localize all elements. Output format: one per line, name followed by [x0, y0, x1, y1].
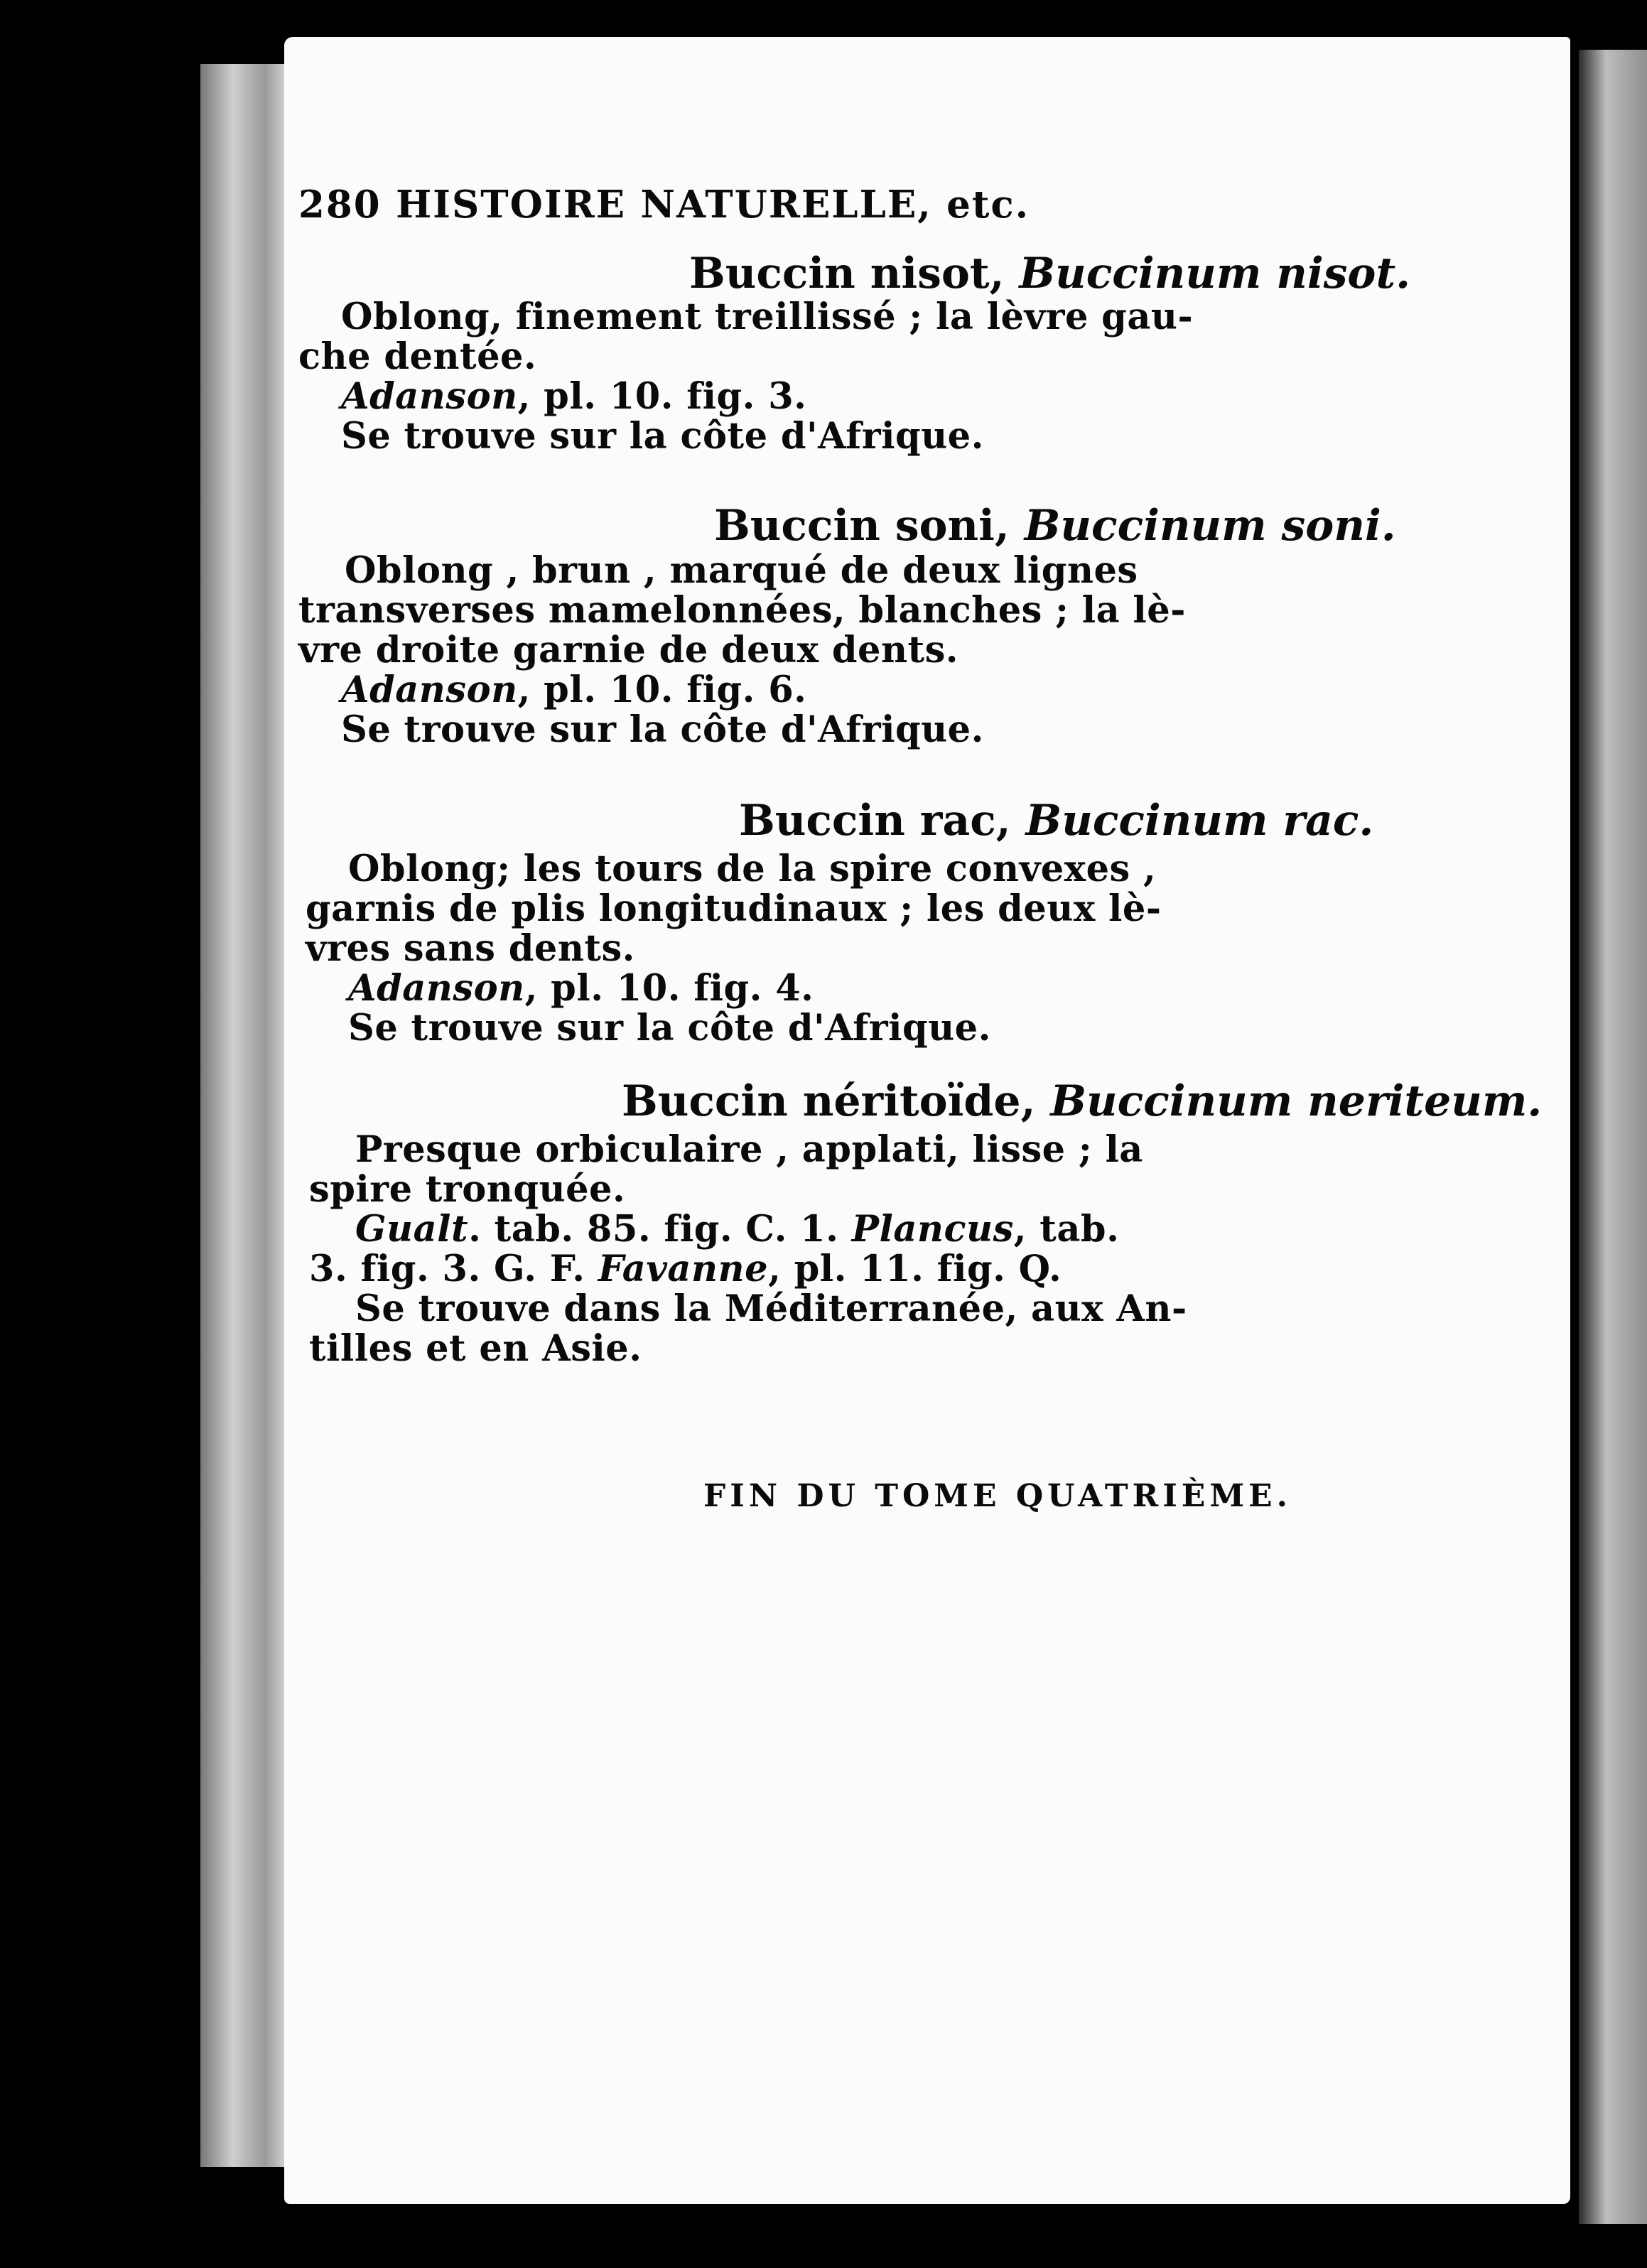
entry-title	[689, 249, 1410, 298]
text-line: Oblong , brun , marqué de deux lignes	[345, 549, 1138, 592]
ref-details: , tab.	[1013, 1208, 1120, 1251]
ref-details: , pl. 10. fig. 6.	[517, 669, 807, 711]
end-of-volume-note: FIN DU TOME QUATRIÈME.	[703, 1478, 1292, 1514]
reference-line	[298, 1209, 1187, 1249]
common-name: Buccin nisot,	[689, 249, 1005, 298]
ref-author: Adanson	[341, 375, 518, 418]
latin-name: Buccinum neriteum.	[1050, 1076, 1543, 1126]
entry-description	[298, 297, 1193, 456]
entry-title	[714, 501, 1396, 551]
reference-line	[298, 968, 1162, 1008]
common-name: Buccin néritoïde,	[622, 1076, 1036, 1126]
ref-author: Favanne	[598, 1248, 769, 1290]
common-name: Buccin soni,	[714, 501, 1010, 551]
locality-line: Se trouve sur la côte d'Afrique.	[341, 415, 984, 458]
reference-line	[298, 1249, 1187, 1289]
reference-line	[298, 670, 1186, 710]
text-line: Oblong; les tours de la spire convexes ,	[348, 848, 1157, 890]
reference-line	[298, 377, 1193, 416]
running-header	[298, 185, 1030, 225]
ref-author: Gualt	[355, 1208, 469, 1251]
ref-details: . tab. 85. fig. C. 1.	[468, 1208, 839, 1251]
ref-author: Adanson	[348, 967, 525, 1010]
text-line: garnis de plis longitudinaux ; les deux lè-	[306, 887, 1162, 930]
entry-title	[622, 1076, 1542, 1126]
ref-details: , pl. 11. fig. Q.	[768, 1248, 1062, 1290]
locality-line: tilles et en Asie.	[309, 1327, 642, 1370]
text-line: Presque orbiculaire , applati, lisse ; la	[355, 1128, 1143, 1171]
page-number: 280	[298, 183, 382, 227]
latin-name: Buccinum rac.	[1025, 796, 1374, 846]
text-line: transverses mamelonnées, blanches ; la lè-	[298, 589, 1186, 632]
text-line: vres sans dents.	[306, 927, 635, 970]
running-title: HISTOIRE NATURELLE, etc.	[396, 183, 1030, 227]
locality-line: Se trouve dans la Méditerranée, aux An-	[355, 1287, 1187, 1330]
text-line: Oblong, finement treillissé ; la lèvre gau-	[341, 296, 1194, 338]
text-line: vre droite garnie de deux dents.	[298, 629, 959, 671]
ref-author: Adanson	[341, 669, 518, 711]
ref-details: 3. fig. 3. G. F.	[309, 1248, 585, 1290]
text-line: spire tronquée.	[309, 1168, 626, 1211]
ref-details: , pl. 10. fig. 4.	[524, 967, 814, 1010]
locality-line: Se trouve sur la côte d'Afrique.	[341, 708, 984, 751]
page-edge-left	[200, 64, 293, 2167]
entry-description	[298, 849, 1162, 1048]
locality-line: Se trouve sur la côte d'Afrique.	[348, 1007, 991, 1049]
facing-page-edge	[1579, 50, 1647, 2224]
entry-title	[739, 796, 1373, 846]
entry-description	[298, 551, 1186, 750]
entry-description	[298, 1130, 1187, 1368]
latin-name: Buccinum nisot.	[1019, 249, 1411, 298]
ref-author: Plancus	[851, 1208, 1014, 1251]
text-line: che dentée.	[298, 335, 537, 378]
common-name: Buccin rac,	[739, 796, 1011, 846]
ref-details: , pl. 10. fig. 3.	[517, 375, 807, 418]
latin-name: Buccinum soni.	[1024, 501, 1396, 551]
